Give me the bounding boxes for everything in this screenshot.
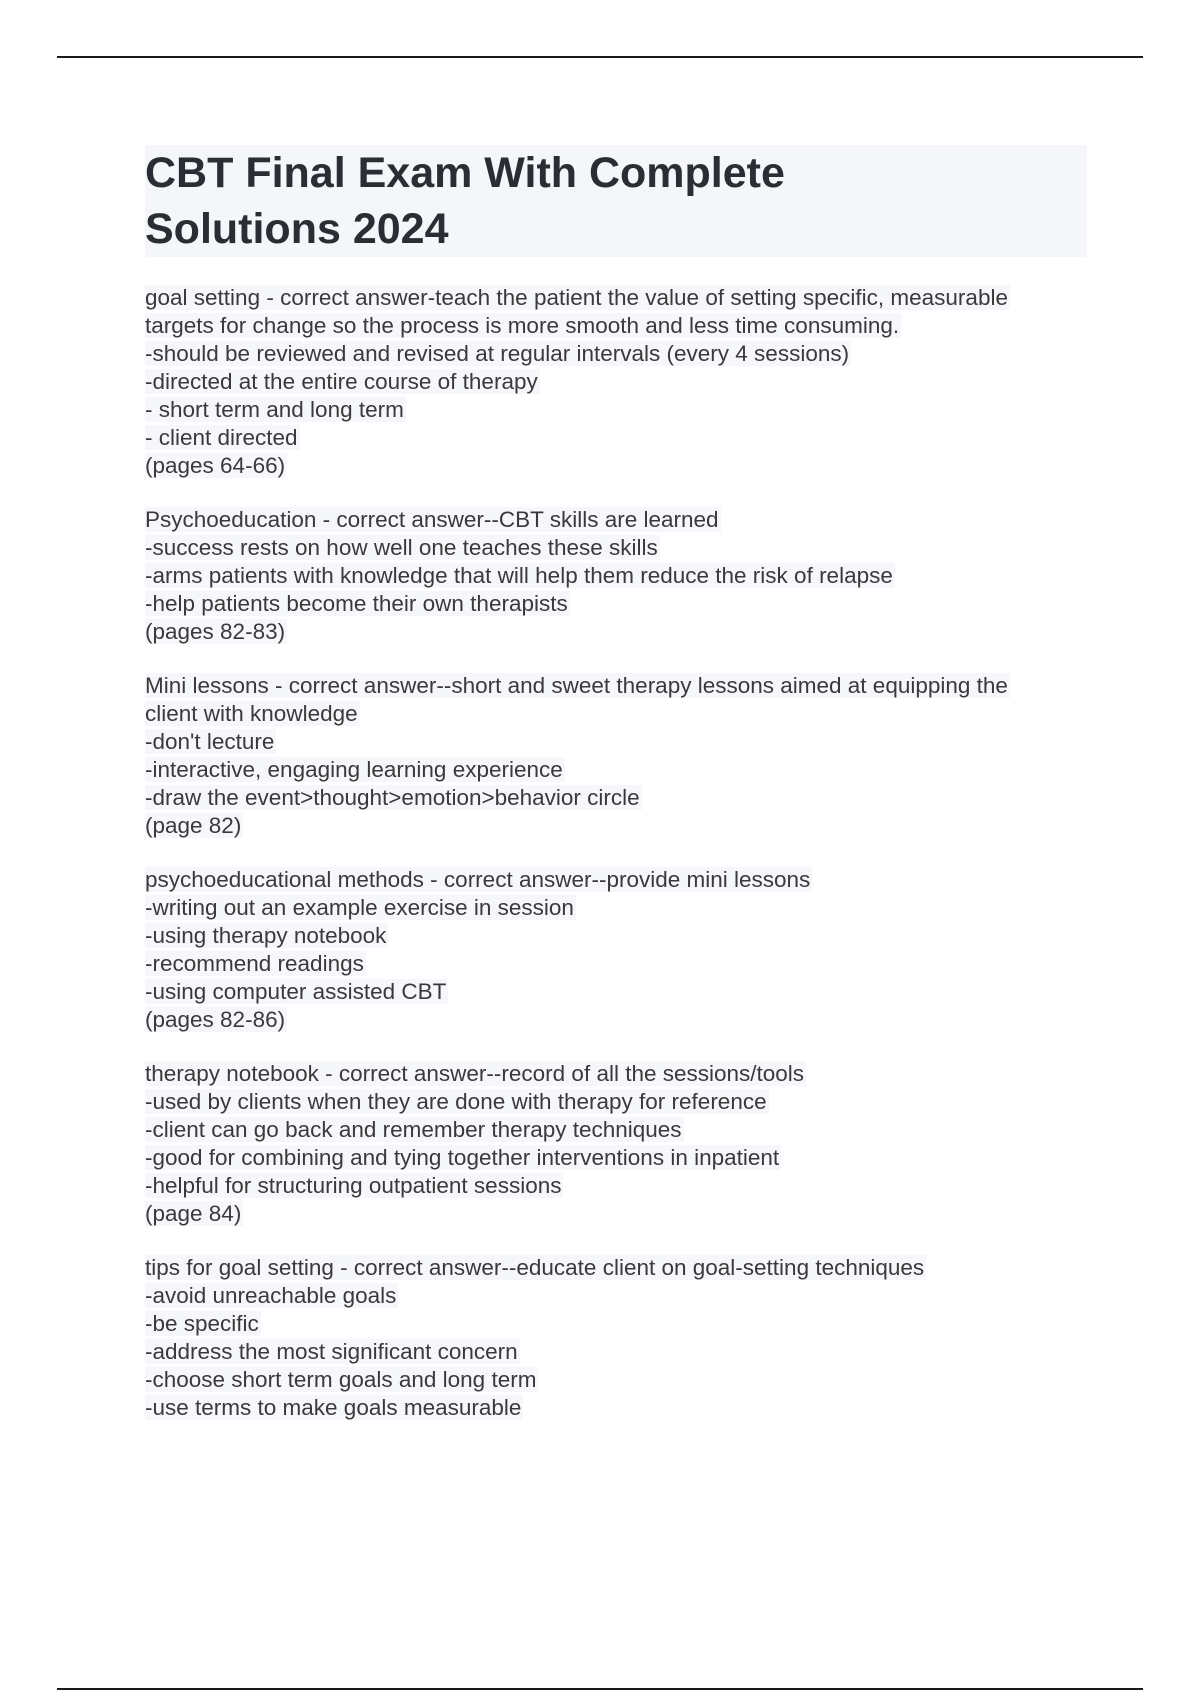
entry-text-line: -using therapy notebook [145, 923, 387, 948]
entry-text-line: -used by clients when they are done with therapy for reference [145, 1089, 767, 1114]
page-title [145, 145, 785, 257]
entry-text-line: -writing out an example exercise in session [145, 895, 574, 920]
entry-text-line: -directed at the entire course of therapy [145, 369, 538, 394]
title-line: CBT Final Exam With Complete [145, 149, 785, 197]
entry-text-line: therapy notebook - correct answer--record of all the sessions/tools [145, 1061, 805, 1086]
entry-page-ref: (pages 82-83) [145, 619, 286, 644]
entry-text-line: -be specific [145, 1311, 259, 1336]
qa-entry-psychoeducation [145, 506, 1105, 646]
entry-text-line: -client can go back and remember therapy techniques [145, 1117, 682, 1142]
entry-text-line: -use terms to make goals measurable [145, 1395, 522, 1420]
entry-text-line: -using computer assisted CBT [145, 979, 447, 1004]
qa-entry-therapy-notebook [145, 1060, 1105, 1228]
entry-page-ref: (pages 64-66) [145, 453, 286, 478]
entry-text-line: Mini lessons - correct answer--short and sweet therapy lessons aimed at equipping the [145, 673, 1008, 698]
entry-text-line: - client directed [145, 425, 298, 450]
entry-text-line: targets for change so the process is more smooth and less time consuming. [145, 313, 900, 338]
qa-entry-goal-setting [145, 284, 1105, 480]
qa-entry-psychoeducational-methods [145, 866, 1105, 1034]
entry-text-line: -interactive, engaging learning experience [145, 757, 563, 782]
entry-text-line: -address the most significant concern [145, 1339, 518, 1364]
entry-page-ref: (page 82) [145, 813, 242, 838]
entry-text-line: -help patients become their own therapists [145, 591, 568, 616]
entry-text-line: -avoid unreachable goals [145, 1283, 397, 1308]
entry-text-line: psychoeducational methods - correct answer--provide mini lessons [145, 867, 811, 892]
qa-entry-mini-lessons [145, 672, 1105, 840]
bottom-rule [57, 1688, 1143, 1690]
entry-text-line: -arms patients with knowledge that will help them reduce the risk of relapse [145, 563, 893, 588]
entry-text-line: client with knowledge [145, 701, 358, 726]
entry-text-line: goal setting - correct answer-teach the patient the value of setting specific, measurable [145, 285, 1008, 310]
qa-list [145, 284, 1105, 1448]
entry-page-ref: (pages 82-86) [145, 1007, 286, 1032]
qa-entry-tips-for-goal-setting [145, 1254, 1105, 1422]
entry-page-ref: (page 84) [145, 1201, 242, 1226]
entry-text-line: -success rests on how well one teaches these skills [145, 535, 658, 560]
entry-text-line: -recommend readings [145, 951, 364, 976]
entry-text-line: -draw the event>thought>emotion>behavior circle [145, 785, 640, 810]
top-rule [57, 56, 1143, 58]
entry-text-line: -helpful for structuring outpatient sessions [145, 1173, 562, 1198]
entry-text-line: -good for combining and tying together interventions in inpatient [145, 1145, 780, 1170]
title-line: Solutions 2024 [145, 205, 449, 253]
entry-text-line: tips for goal setting - correct answer--educate client on goal-setting techniques [145, 1255, 925, 1280]
entry-text-line: Psychoeducation - correct answer--CBT skills are learned [145, 507, 719, 532]
entry-text-line: -choose short term goals and long term [145, 1367, 537, 1392]
entry-text-line: -don't lecture [145, 729, 275, 754]
entry-text-line: -should be reviewed and revised at regular intervals (every 4 sessions) [145, 341, 850, 366]
entry-text-line: - short term and long term [145, 397, 404, 422]
